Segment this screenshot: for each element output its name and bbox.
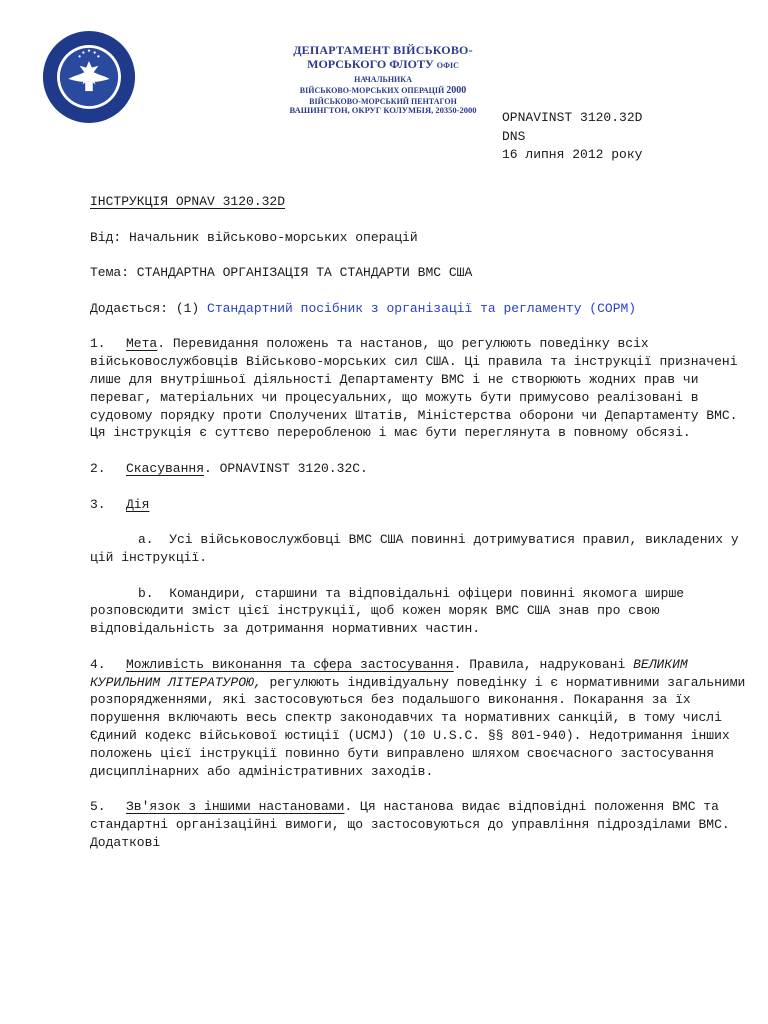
- letterhead: [278, 44, 488, 116]
- from-line: Від: Начальник військово-морських операцій: [90, 229, 418, 245]
- letterhead-line-3-num: 2000: [446, 85, 467, 97]
- section-4: [90, 656, 754, 781]
- section-4-title: Можливість виконання та сфера застосування: [126, 656, 454, 672]
- letterhead-line-5: ВАШИНГТОН, ОКРУГ КОЛУМБІЯ, 20350-2000: [289, 105, 477, 116]
- department-of-defense-seal: [42, 30, 136, 124]
- section-2-number: 2.: [90, 460, 106, 476]
- section-3: [90, 496, 750, 514]
- document-title-text: ІНСТРУКЦІЯ OPNAV 3120.32D: [90, 194, 286, 209]
- section-4-text-1: . Правила, надруковані: [453, 656, 634, 672]
- reference-block: [502, 109, 642, 165]
- section-4-text-2: регулюють індивідуальну поведінку і є нормативними загальними розпорядженнями, які застосовуються без подальшого виконання. Покарання за їх порушення включають весь спектр законодавчих та нормативних санкцій, в тому числі Єдиний кодекс військової юстиції (UCMJ) (10 U.S.C. §§ 801-940). Недотримання інших положень цієї інструкції повинно бути виправлено шляхом своєчасного застосування дисциплінарних або адміністративних заходів.: [90, 674, 754, 779]
- letterhead-line-1: ДЕПАРТАМЕНТ ВІЙСЬКОВО-: [293, 43, 473, 57]
- enclosure-prefix: Додається: (1): [90, 300, 208, 316]
- section-3a: a. Усі військовослужбовці ВМС США повинні дотримуватися правил, викладених у цій інструкції.: [90, 532, 747, 565]
- document-title: [90, 193, 750, 211]
- section-1: [90, 335, 750, 442]
- section-2-text: . OPNAVINST 3120.32C.: [204, 460, 368, 476]
- section-4-number: 4.: [90, 656, 106, 672]
- section-5-text: . Ця настанова видає відповідні положення ВМС та стандартні організаційні вимоги, що застосовуються до управління підрозділами ВМС. Додаткові: [90, 799, 738, 850]
- enclosure-line: [90, 300, 750, 318]
- document-body: [90, 193, 754, 869]
- letterhead-line-2: [278, 58, 488, 86]
- enclosure-link[interactable]: Стандартний посібник з організації та регламенту (СОРМ): [207, 300, 637, 316]
- section-4-italic: ВЕЛИКИМ КУРИЛЬНИМ ЛІТЕРАТУРОЮ,: [90, 656, 696, 690]
- letterhead-line-3-text: ВІЙСЬКОВО-МОРСЬКИХ ОПЕРАЦІЙ: [299, 86, 445, 96]
- reference-code: DNS: [502, 128, 526, 144]
- section-5-number: 5.: [90, 799, 106, 815]
- section-1-text: . Перевидання положень та настанов, що регулюють поведінку всіх військовослужбовців Військово-морських сил США. Ці правила та інструкції призначені лише для внутрішньої діяльності Департаменту ВМС і не створюють жодних прав чи переваг, матеріальних чи процесуальних, що можуть бути примусово реалізовані в судовому порядку проти Сполучених Штатів, Міністерства оборони чи Департаменту ВМС. Ця інструкція є суттєво переробленою і має бути переглянута в повному обсязі.: [90, 336, 746, 441]
- section-1-number: 1.: [90, 336, 106, 352]
- letterhead-line-2-small: ОФІС НАЧАЛЬНИКА: [354, 60, 459, 84]
- section-3-title: Дія: [126, 496, 150, 512]
- reference-date: 16 липня 2012 року: [502, 147, 643, 162]
- letterhead-line-2-main: МОРСЬКОГО ФЛОТУ: [307, 56, 434, 71]
- reference-instruction: OPNAVINST 3120.32D: [502, 110, 643, 125]
- section-5: [90, 798, 750, 851]
- section-3b: b. Командири, старшини та відповідальні офіцери повинні якомога ширше розповсюдити зміст цієї інструкції, щоб кожен моряк ВМС США знав про свою відповідальність за дотримання нормативних частин.: [90, 585, 692, 637]
- section-2: [90, 460, 750, 478]
- letterhead-line-3: [278, 85, 488, 97]
- section-5-title: Зв'язок з іншими настановами: [126, 799, 345, 815]
- letterhead-line-4: ВІЙСЬКОВО-МОРСЬКИЙ ПЕНТАГОН: [309, 96, 457, 106]
- section-2-title: Скасування: [126, 460, 205, 476]
- section-3-number: 3.: [90, 496, 106, 512]
- subject-line: Тема: СТАНДАРТНА ОРГАНІЗАЦІЯ ТА СТАНДАРТИ ВМС США: [90, 265, 473, 281]
- section-1-title: Мета: [126, 336, 158, 352]
